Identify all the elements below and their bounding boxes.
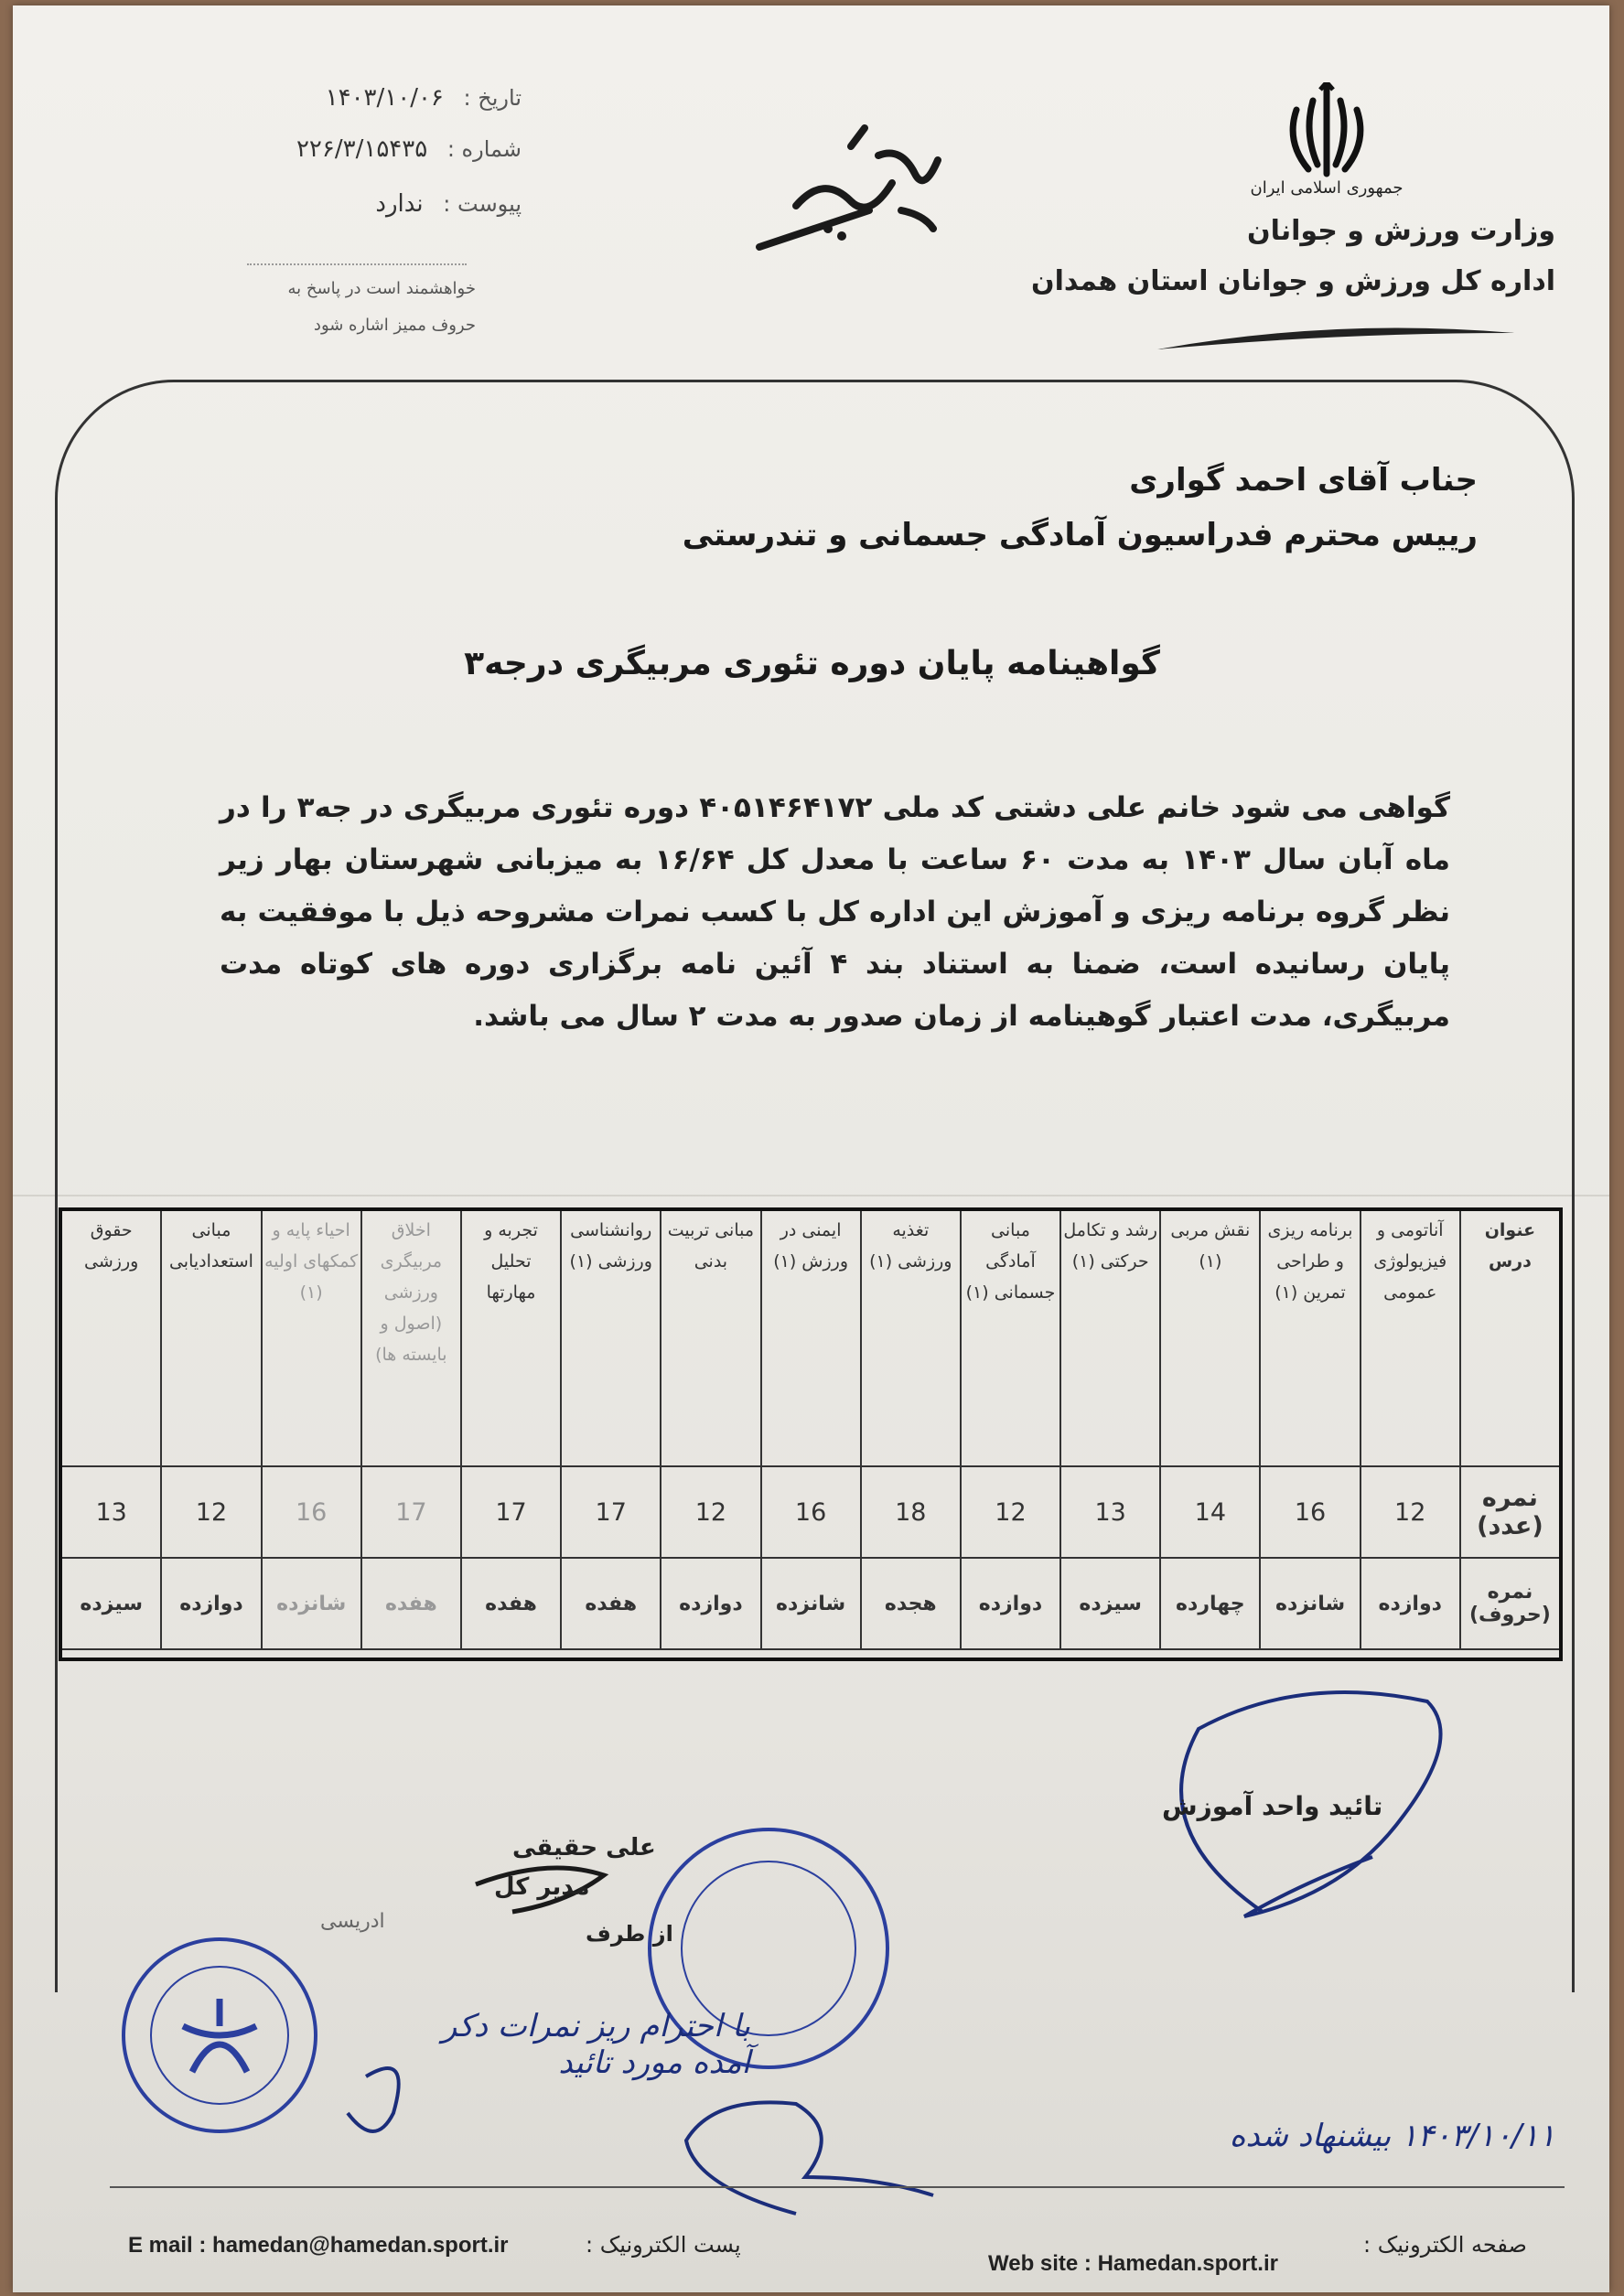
besmeh-calligraphy-icon [741,119,952,265]
certificate-title: گواهینامه پایان دوره تئوری مربیگری درجه۳ [464,645,1160,682]
grade-words-cell: چهارده [1160,1558,1260,1649]
grade-words-cell: دوازده [1361,1558,1460,1649]
grade-number-cell: 16 [761,1466,861,1558]
subject-cell: اخلاق مربیگری ورزشی (اصول و بایسته ها) [361,1210,461,1466]
grade-number-cell: 12 [161,1466,261,1558]
handwritten-note-2: ۱۴۰۳/۱۰/۱۱ بیشنهاد شده [1229,2118,1555,2154]
approval-label: تائید واحد آموزش [1162,1791,1383,1821]
subject-cell: ایمنی در ورزش (۱) [761,1210,861,1466]
grade-number-cell: 12 [961,1466,1060,1558]
date-value: ۱۴۰۳/۱۰/۰۶ [325,84,444,112]
addressee: جناب آقای احمد گواری [1129,462,1478,499]
subject-cell: آناتومی و فیزیولوژی عمومی [1361,1210,1460,1466]
grade-words-cell: سیزده [1060,1558,1160,1649]
signer-title: مدیر کل [494,1873,590,1901]
grade-words-cell: دوازده [161,1558,261,1649]
subject-cell: روانشناسی ورزشی (۱) [561,1210,661,1466]
subject-row [61,1210,1560,1466]
website[interactable]: Web site : Hamedan.sport.ir [988,2251,1278,2276]
grades-table [60,1209,1561,1650]
header-swoosh-decoration [1153,322,1519,359]
document-frame [55,380,1575,1992]
subject-row-label: عنوان درس [1460,1210,1560,1466]
grade-words-cell: هفده [361,1558,461,1649]
email[interactable]: E mail : hamedan@hamedan.sport.ir [128,2233,509,2258]
subject-cell: نقش مربی (۱) [1160,1210,1260,1466]
addressee-role: رییس محترم فدراسیون آمادگی جسمانی و تندرستی [682,517,1478,553]
signer-name: علی حقیقی [512,1834,656,1861]
handwritten-note-1: با احترام ریز نمرات دکر آمده مورد تائید [441,2008,750,2081]
grade-number-cell: 17 [561,1466,661,1558]
email-label: پست الکترونیک : [586,2232,741,2258]
footer-divider [110,2186,1565,2188]
grade-number-cell: 16 [262,1466,361,1558]
subject-cell: احیاء پایه و کمکهای اولیه (۱) [262,1210,361,1466]
grade-words-label: نمره (حروف) [1460,1558,1560,1649]
grade-number-cell: 14 [1160,1466,1260,1558]
attachment-label: پیوست : [443,191,522,217]
grade-number-row [61,1466,1560,1558]
number-row [229,135,522,163]
country-name: جمهوری اسلامی ایران [1250,178,1404,198]
ministry-name: وزارت ورزش و جوانان [1246,215,1555,247]
grade-words-cell: شانزده [1260,1558,1360,1649]
number-value: ۲۲۶/۳/۱۵۴۳۵ [296,135,428,163]
office-name: اداره کل ورزش و جوانان استان همدان [1031,265,1555,297]
grade-number-label: نمره (عدد) [1460,1466,1560,1558]
grade-number-cell: 13 [61,1466,161,1558]
grade-number-cell: 12 [1361,1466,1460,1558]
subject-cell: مبانی تربیت بدنی [661,1210,760,1466]
subject-cell: حقوق ورزشی [61,1210,161,1466]
subject-cell: مبانی استعدادیابی [161,1210,261,1466]
certificate-body: گواهی می شود خانم علی دشتی کد ملی ۴۰۵۱۴۶۴۱۷۲ دوره تئوری مربیگری در جه۳ را در ماه آبان سال ۱۴۰۳ به مدت ۶۰ ساعت با معدل کل ۱۶/۶۴ به میزبانی شهرستان بهار زیر نظر گروه برنامه ریزی و آموزش این اداره کل با کسب نمرات مشروحه ذیل با موفقیت به پایان رسانیده است، ضمنا به استناد بند ۴ آئین نامه برگزاری دوره های کوتاه مدت مربیگری، مدت اعتبار گوهینامه از زمان صدور به مدت ۲ سال می باشد. [220,791,1451,1033]
website-label: صفحه الکترونیک : [1363,2232,1527,2258]
grade-number-cell: 16 [1260,1466,1360,1558]
date-row [247,84,522,112]
grade-words-cell: هجده [861,1558,961,1649]
grade-number-cell: 17 [461,1466,561,1558]
grade-number-cell: 13 [1060,1466,1160,1558]
grade-words-cell: هفده [461,1558,561,1649]
grade-words-row [61,1558,1560,1649]
divider [247,263,467,265]
date-label: تاریخ : [463,85,522,111]
subject-cell: تغذیه ورزشی (۱) [861,1210,961,1466]
grade-number-cell: 18 [861,1466,961,1558]
subject-cell: برنامه ریزی و طراحی تمرین (۱) [1260,1210,1360,1466]
grade-number-cell: 17 [361,1466,461,1558]
grade-number-cell: 12 [661,1466,760,1558]
grade-words-cell: دوازده [661,1558,760,1649]
grade-words-cell: سیزده [61,1558,161,1649]
subject-cell: رشد و تکامل حرکتی (۱) [1060,1210,1160,1466]
grade-words-cell: شانزده [761,1558,861,1649]
grade-words-cell: دوازده [961,1558,1060,1649]
grade-words-cell: شانزده [262,1558,361,1649]
iran-emblem-icon [1276,82,1377,183]
reply-note: خواهشمند است در پاسخ به حروف ممیز اشاره شود [287,279,476,335]
signer-name-secondary: ادریسی [320,1910,385,1933]
on-behalf-label: از طرف [586,1921,673,1947]
grade-words-cell: هفده [561,1558,661,1649]
attachment-row [293,190,522,218]
attachment-value: ندارد [375,190,424,218]
number-label: شماره : [446,136,522,162]
subject-cell: تجربه و تحلیل مهارتها [461,1210,561,1466]
subject-cell: مبانی آمادگی جسمانی (۱) [961,1210,1060,1466]
